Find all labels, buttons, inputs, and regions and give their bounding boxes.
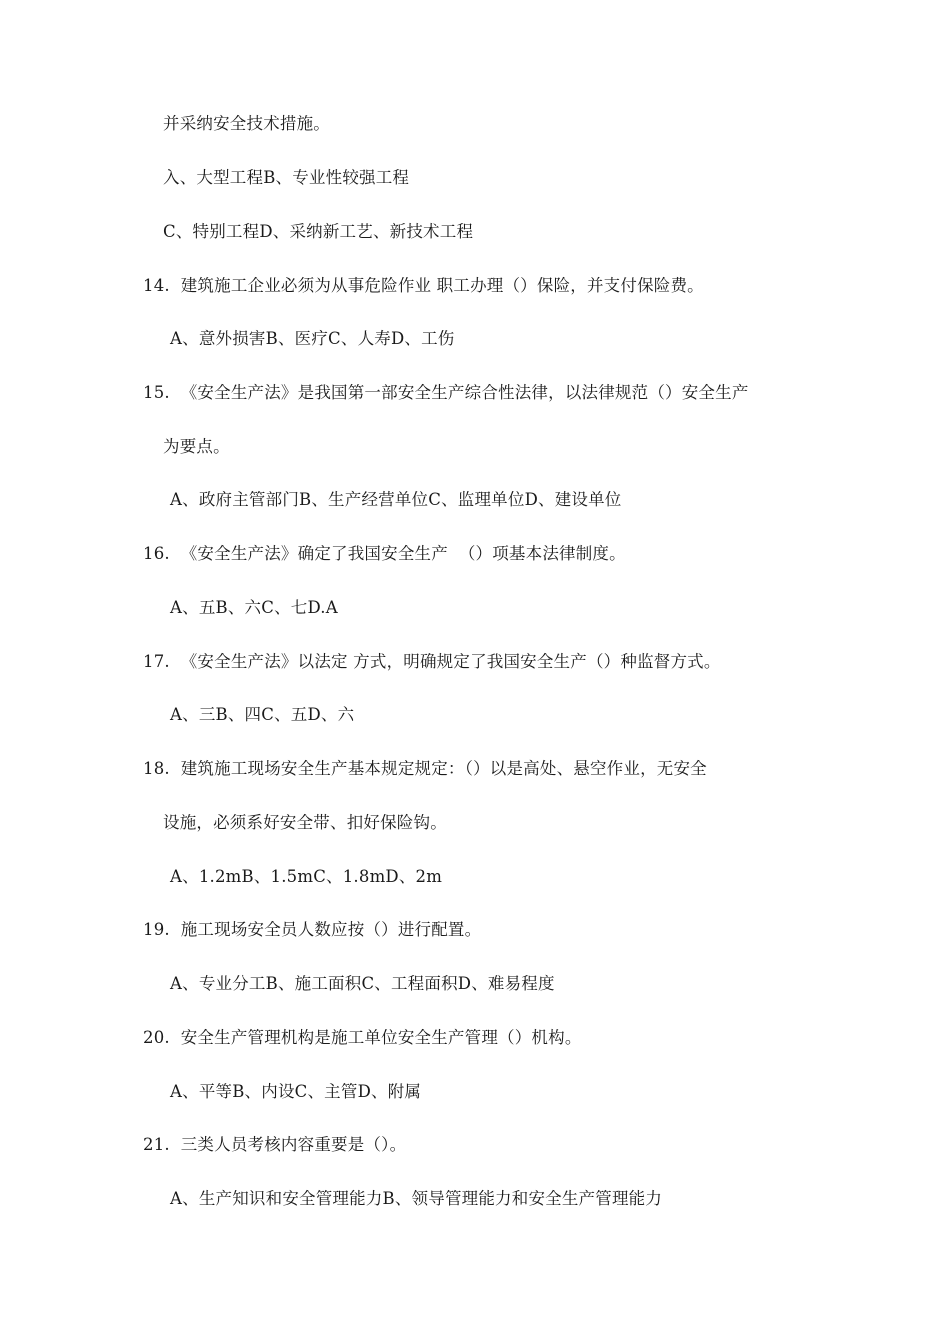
question-18: 18. 建筑施工现场安全生产基本规定规定：（）以是高处、悬空作业，无安全 bbox=[143, 759, 707, 778]
question-16: 16. 《安全生产法》确定了我国安全生产 （）项基本法律制度。 bbox=[143, 544, 626, 563]
answer-options: A、三B、四C、五D、六 bbox=[170, 705, 355, 724]
question-14: 14. 建筑施工企业必须为从事危险作业 职工办理（）保险，并支付保险费。 bbox=[143, 276, 704, 295]
answer-options: C、特别工程D、采纳新工艺、新技术工程 bbox=[163, 222, 474, 241]
question-21: 21. 三类人员考核内容重要是（）。 bbox=[143, 1135, 407, 1154]
answer-options: A、五B、六C、七D.A bbox=[170, 598, 338, 617]
answer-options: A、平等B、内设C、主管D、附属 bbox=[170, 1082, 422, 1101]
answer-options: A、政府主管部门B、生产经营单位C、监理单位D、建设单位 bbox=[170, 490, 622, 509]
answer-options: A、意外损害B、医疗C、人寿D、工伤 bbox=[170, 329, 455, 348]
answer-options: A、生产知识和安全管理能力B、领导管理能力和安全生产管理能力 bbox=[170, 1189, 663, 1208]
answer-options: 入、大型工程B、专业性较强工程 bbox=[163, 168, 410, 187]
question-15: 15. 《安全生产法》是我国第一部安全生产综合性法律，以法律规范（）安全生产 bbox=[143, 383, 749, 402]
text-line: 并采纳安全技术措施。 bbox=[163, 114, 330, 133]
question-20: 20. 安全生产管理机构是施工单位安全生产管理（）机构。 bbox=[143, 1028, 582, 1047]
answer-options: A、1.2mB、1.5mC、1.8mD、2m bbox=[170, 867, 443, 886]
question-19: 19. 施工现场安全员人数应按（）进行配置。 bbox=[143, 920, 482, 939]
answer-options: A、专业分工B、施工面积C、工程面积D、难易程度 bbox=[170, 974, 555, 993]
question-17: 17. 《安全生产法》以法定 方式，明确规定了我国安全生产（）种监督方式。 bbox=[143, 652, 721, 671]
question-15-continuation: 为要点。 bbox=[163, 437, 230, 456]
question-18-continuation: 设施，必须系好安全带、扣好保险钩。 bbox=[163, 813, 447, 832]
